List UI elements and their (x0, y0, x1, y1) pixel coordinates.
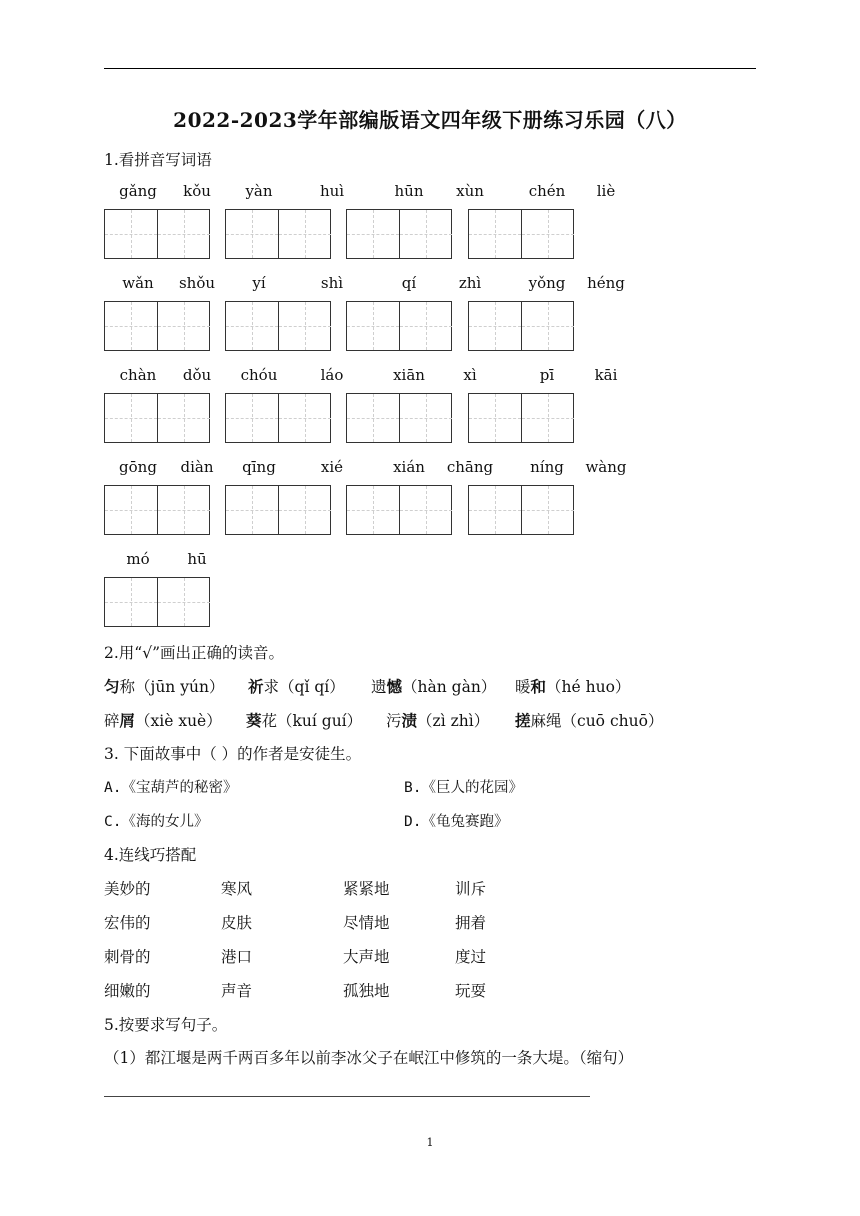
writing-box[interactable] (225, 485, 331, 535)
writing-box[interactable] (468, 393, 574, 443)
pinyin-syllable: xì (463, 366, 477, 384)
char-cell[interactable] (279, 486, 331, 534)
pinyin-syllable: dǒu (182, 366, 212, 384)
writing-box[interactable] (104, 577, 210, 627)
reading-choice[interactable] (104, 709, 222, 731)
char-cell[interactable] (522, 394, 574, 442)
pinyin-syllable: yǒng (528, 274, 566, 292)
q5-item-1: （1）都江堰是两千两百多年以前李冰父子在岷江中修筑的一条大堤。（缩句） (104, 1049, 634, 1067)
writing-box[interactable] (104, 485, 210, 535)
word-suffix-options: （hàn gàn） (402, 678, 497, 696)
page-number: 1 (426, 1136, 434, 1149)
char-cell[interactable] (105, 394, 158, 442)
match-word[interactable]: 港口 (221, 948, 253, 966)
char-cell[interactable] (522, 210, 574, 258)
char-cell[interactable] (522, 302, 574, 350)
reading-choice[interactable] (515, 675, 630, 697)
match-word[interactable]: 细嫩的 (104, 982, 151, 1000)
char-cell[interactable] (469, 394, 522, 442)
q3-option-c[interactable]: C.《海的女儿》 (104, 814, 209, 830)
pinyin-syllable: héng (587, 274, 625, 292)
q3-option-a[interactable]: A.《宝葫芦的秘密》 (104, 780, 238, 796)
q3-heading: 3. 下面故事中（ ）的作者是安徒生。 (104, 745, 362, 763)
writing-box[interactable] (104, 393, 210, 443)
char-cell[interactable] (522, 486, 574, 534)
reading-choice[interactable] (371, 675, 496, 697)
pinyin-syllable: wǎn (122, 274, 154, 292)
writing-box[interactable] (468, 485, 574, 535)
pinyin-syllable: chóu (240, 366, 278, 384)
match-word[interactable]: 声音 (221, 982, 253, 1000)
target-character: 祈 (248, 677, 264, 696)
match-word[interactable]: 拥着 (455, 914, 487, 932)
target-character: 渍 (401, 711, 418, 730)
match-word[interactable]: 大声地 (343, 948, 390, 966)
q2-heading: 2.用“√”画出正确的读音。 (104, 644, 285, 662)
char-cell[interactable] (347, 210, 400, 258)
char-cell[interactable] (226, 486, 279, 534)
match-word[interactable]: 孤独地 (343, 982, 390, 1000)
top-rule (104, 68, 756, 69)
pinyin-syllable: xián (393, 458, 425, 476)
target-character: 屑 (119, 711, 136, 730)
char-cell[interactable] (158, 486, 210, 534)
pinyin-syllable: huì (319, 182, 345, 200)
char-cell[interactable] (105, 302, 158, 350)
pinyin-syllable: zhì (458, 274, 482, 292)
char-cell[interactable] (279, 302, 331, 350)
writing-box[interactable] (104, 301, 210, 351)
writing-box[interactable] (104, 209, 210, 259)
char-cell[interactable] (158, 302, 210, 350)
match-word[interactable]: 皮肤 (221, 914, 253, 932)
word-suffix-options: 麻绳（cuō chuō） (530, 712, 664, 730)
match-word[interactable]: 寒风 (221, 880, 253, 898)
char-cell[interactable] (226, 302, 279, 350)
writing-box[interactable] (225, 393, 331, 443)
word-prefix: 遗 (371, 678, 387, 696)
match-word[interactable]: 刺骨的 (104, 948, 151, 966)
q3-option-d[interactable]: D.《龟兔赛跑》 (404, 814, 509, 830)
char-cell[interactable] (469, 486, 522, 534)
pinyin-syllable: chāng (446, 458, 494, 476)
writing-box[interactable] (468, 301, 574, 351)
q1-heading: 1.看拼音写词语 (104, 151, 212, 169)
pinyin-syllable: hūn (394, 182, 424, 200)
writing-box[interactable] (468, 209, 574, 259)
reading-choice[interactable] (386, 709, 489, 731)
char-cell[interactable] (158, 394, 210, 442)
pinyin-syllable: pī (539, 366, 555, 384)
pinyin-syllable: xiān (393, 366, 425, 384)
pinyin-syllable: liè (596, 182, 616, 200)
pinyin-syllable: xùn (456, 182, 484, 200)
pinyin-syllable: wàng (585, 458, 627, 476)
match-word[interactable]: 紧紧地 (343, 880, 390, 898)
char-cell[interactable] (226, 394, 279, 442)
pinyin-syllable: shǒu (178, 274, 216, 292)
match-word[interactable]: 宏伟的 (104, 914, 151, 932)
pinyin-syllable: qí (401, 274, 417, 292)
match-word[interactable]: 训斥 (455, 880, 487, 898)
pinyin-syllable: kāi (594, 366, 618, 384)
pinyin-syllable: mó (126, 550, 150, 568)
word-suffix-options: 花（kuí guí） (261, 712, 363, 730)
word-suffix-options: （zì zhì） (417, 712, 490, 730)
target-character: 搓 (515, 711, 531, 730)
word-suffix-options: （xiè xuè） (135, 712, 222, 730)
pinyin-syllable: diàn (180, 458, 214, 476)
word-suffix-options: （hé huo） (546, 678, 631, 696)
char-cell[interactable] (400, 302, 452, 350)
writing-box[interactable] (346, 301, 452, 351)
writing-box[interactable] (346, 209, 452, 259)
char-cell[interactable] (347, 394, 400, 442)
pinyin-syllable: chàn (119, 366, 157, 384)
char-cell[interactable] (400, 210, 452, 258)
target-character: 憾 (386, 677, 403, 696)
pinyin-syllable: láo (320, 366, 344, 384)
word-prefix: 碎 (104, 712, 120, 730)
char-cell[interactable] (279, 394, 331, 442)
q3-option-b[interactable]: B.《巨人的花园》 (404, 780, 523, 796)
pinyin-syllable: yí (252, 274, 266, 292)
reading-choice[interactable] (515, 709, 663, 731)
word-suffix-options: 求（qǐ qí） (263, 678, 345, 696)
char-cell[interactable] (158, 578, 210, 626)
char-cell[interactable] (469, 302, 522, 350)
pinyin-syllable: xié (320, 458, 344, 476)
pinyin-syllable: yàn (245, 182, 273, 200)
writing-box[interactable] (346, 393, 452, 443)
q4-heading: 4.连线巧搭配 (104, 846, 197, 864)
char-cell[interactable] (105, 578, 158, 626)
target-character: 葵 (246, 711, 262, 730)
reading-choice[interactable] (248, 675, 345, 697)
target-character: 匀 (104, 677, 120, 696)
target-character: 和 (530, 677, 547, 696)
page-title: 2022-2023学年部编版语文四年级下册练习乐园（八） (173, 108, 687, 132)
pinyin-syllable: qīng (242, 458, 276, 476)
char-cell[interactable] (105, 486, 158, 534)
writing-box[interactable] (346, 485, 452, 535)
char-cell[interactable] (347, 486, 400, 534)
writing-box[interactable] (225, 209, 331, 259)
pinyin-syllable: chén (528, 182, 566, 200)
pinyin-syllable: hū (187, 550, 207, 568)
pinyin-syllable: shì (320, 274, 344, 292)
match-word[interactable]: 尽情地 (343, 914, 390, 932)
word-prefix: 暖 (515, 678, 531, 696)
match-word[interactable]: 玩耍 (455, 982, 487, 1000)
char-cell[interactable] (158, 210, 210, 258)
char-cell[interactable] (347, 302, 400, 350)
char-cell[interactable] (400, 394, 452, 442)
pinyin-syllable: níng (530, 458, 564, 476)
pinyin-syllable: gōng (119, 458, 157, 476)
char-cell[interactable] (279, 210, 331, 258)
q5-heading: 5.按要求写句子。 (104, 1016, 228, 1034)
char-cell[interactable] (400, 486, 452, 534)
match-word[interactable]: 美妙的 (104, 880, 151, 898)
writing-box[interactable] (225, 301, 331, 351)
pinyin-syllable: gǎng (119, 182, 157, 200)
char-cell[interactable] (105, 210, 158, 258)
word-prefix: 污 (386, 712, 402, 730)
pinyin-syllable: kǒu (183, 182, 211, 200)
match-word[interactable]: 度过 (455, 948, 487, 966)
answer-line[interactable] (104, 1096, 590, 1097)
word-suffix-options: 称（jūn yún） (119, 678, 225, 696)
char-cell[interactable] (226, 210, 279, 258)
char-cell[interactable] (469, 210, 522, 258)
reading-choice[interactable] (246, 709, 362, 731)
reading-choice[interactable] (104, 675, 224, 697)
